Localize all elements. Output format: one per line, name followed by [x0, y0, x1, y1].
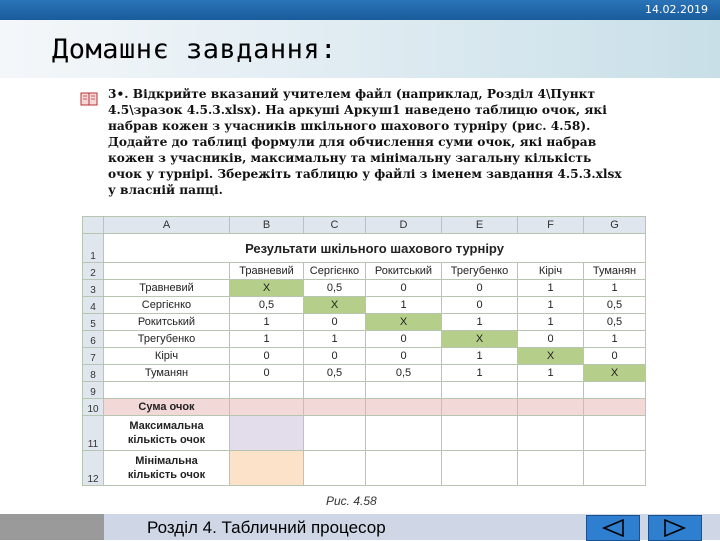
- sheet-row-2: [83, 263, 646, 280]
- max-label-line1: Максимальна: [129, 420, 204, 432]
- row-number: 10: [83, 399, 104, 416]
- player-name-cell: Рокитський: [104, 314, 230, 331]
- sheet-row-5: [83, 314, 646, 331]
- sum-cell: [442, 399, 518, 416]
- score-cell: 1: [518, 365, 584, 382]
- col-letter-b: B: [230, 217, 304, 234]
- score-cell: 1: [442, 314, 518, 331]
- sum-label-cell: Сума очок: [104, 399, 230, 416]
- empty-cell: [442, 451, 518, 486]
- spreadsheet-figure: [82, 216, 646, 486]
- empty-cell: [518, 451, 584, 486]
- empty-cell: [366, 416, 442, 451]
- score-cell: 1: [518, 314, 584, 331]
- figure-caption: Рис. 4.58: [326, 494, 377, 508]
- sheet-row-10: [83, 399, 646, 416]
- footer-left-block: [0, 514, 104, 540]
- score-cell: 0,5: [584, 297, 646, 314]
- triangle-left-icon: [601, 519, 625, 537]
- row-number: 3: [83, 280, 104, 297]
- row-number: 5: [83, 314, 104, 331]
- score-cell: 1: [584, 331, 646, 348]
- score-cell: 0: [366, 331, 442, 348]
- score-cell: X: [366, 314, 442, 331]
- task-number: 3•.: [108, 87, 129, 101]
- score-cell: 0: [584, 348, 646, 365]
- sum-cell: [584, 399, 646, 416]
- sheet-row-9: [83, 382, 646, 399]
- sheet-title: Результати шкільного шахового турніру: [104, 234, 646, 263]
- empty-cell: [366, 451, 442, 486]
- score-cell: 1: [442, 365, 518, 382]
- score-cell: 0,5: [366, 365, 442, 382]
- slide-title: Домашнє завдання:: [52, 34, 337, 65]
- column-header-row: [83, 217, 646, 234]
- row-number: 2: [83, 263, 104, 280]
- row-number: 1: [83, 234, 104, 263]
- empty-cell: [518, 416, 584, 451]
- empty-cell: [584, 416, 646, 451]
- header-cell-empty: [104, 263, 230, 280]
- prev-slide-button[interactable]: [586, 515, 640, 541]
- header-cell: Сергієнко: [304, 263, 366, 280]
- score-cell: X: [442, 331, 518, 348]
- score-cell: 1: [230, 314, 304, 331]
- empty-cell: [584, 451, 646, 486]
- empty-cell: [304, 451, 366, 486]
- score-cell: 0: [366, 280, 442, 297]
- row-number: 11: [83, 416, 104, 451]
- player-name-cell: Туманян: [104, 365, 230, 382]
- empty-cell: [442, 382, 518, 399]
- empty-cell: [104, 382, 230, 399]
- col-letter-f: F: [518, 217, 584, 234]
- score-cell: 0,5: [584, 314, 646, 331]
- sum-cell: [518, 399, 584, 416]
- score-cell: 0: [442, 297, 518, 314]
- score-cell: 0: [442, 280, 518, 297]
- empty-cell: [584, 382, 646, 399]
- slide-date: 14.02.2019: [645, 3, 708, 16]
- min-label-line1: Мінімальна: [135, 455, 198, 467]
- score-cell: 0: [230, 348, 304, 365]
- sheet-row-1: [83, 234, 646, 263]
- header-cell: Кіріч: [518, 263, 584, 280]
- player-name-cell: Сергієнко: [104, 297, 230, 314]
- score-cell: X: [304, 297, 366, 314]
- sum-cell: [366, 399, 442, 416]
- header-cell: Трегубенко: [442, 263, 518, 280]
- row-number: 6: [83, 331, 104, 348]
- player-name-cell: Кіріч: [104, 348, 230, 365]
- top-bar: [0, 0, 720, 20]
- score-cell: 1: [230, 331, 304, 348]
- min-label-line2: кількість очок: [127, 469, 206, 481]
- empty-cell: [366, 382, 442, 399]
- sheet-row-6: [83, 331, 646, 348]
- score-cell: 0: [366, 348, 442, 365]
- footer-section-title: Розділ 4. Табличний процесор: [147, 518, 386, 537]
- book-icon: [80, 90, 98, 106]
- next-slide-button[interactable]: [648, 515, 702, 541]
- score-cell: X: [518, 348, 584, 365]
- task-description: Відкрийте вказаний учителем файл (наприклад, Розділ 4\Пункт 4.5\зразок 4.5.3.xlsx). На аркуші Аркуш1 наведено таблицю очок, які набрав кожен з учасників шкільного шахового турніру (рис. 4.58). Додайте до таблиці формули для обчислення суми очок, які набрав кожен з учасників, максимальну та мінімальну загальну кількість очок у турнірі. Збережіть таблицю у файлі з іменем завдання 4.5.3.xlsx у власній папці.: [108, 87, 622, 197]
- min-value-cell: [230, 451, 304, 486]
- max-label-cell: [104, 416, 230, 451]
- empty-cell: [442, 416, 518, 451]
- empty-cell: [518, 382, 584, 399]
- row-number: 7: [83, 348, 104, 365]
- max-value-cell: [230, 416, 304, 451]
- triangle-right-icon: [663, 519, 687, 537]
- score-cell: X: [230, 280, 304, 297]
- score-cell: 0,5: [304, 280, 366, 297]
- sheet-row-7: [83, 348, 646, 365]
- task-text-block: [108, 86, 628, 198]
- player-name-cell: Травневий: [104, 280, 230, 297]
- sheet-row-12: [83, 451, 646, 486]
- sheet-row-3: [83, 280, 646, 297]
- empty-cell: [304, 382, 366, 399]
- score-cell: X: [584, 365, 646, 382]
- max-label-line2: кількість очок: [127, 434, 206, 446]
- sheet-row-11: [83, 416, 646, 451]
- col-letter-e: E: [442, 217, 518, 234]
- score-cell: 1: [518, 297, 584, 314]
- score-cell: 1: [584, 280, 646, 297]
- col-letter-c: C: [304, 217, 366, 234]
- col-letter-d: D: [366, 217, 442, 234]
- score-cell: 1: [304, 331, 366, 348]
- header-cell: Туманян: [584, 263, 646, 280]
- player-name-cell: Трегубенко: [104, 331, 230, 348]
- score-cell: 0,5: [304, 365, 366, 382]
- header-cell: Рокитський: [366, 263, 442, 280]
- sum-cell: [230, 399, 304, 416]
- min-label-cell: [104, 451, 230, 486]
- score-cell: 0: [230, 365, 304, 382]
- sheet-row-4: [83, 297, 646, 314]
- score-cell: 0: [304, 348, 366, 365]
- row-number: 4: [83, 297, 104, 314]
- score-cell: 0: [518, 331, 584, 348]
- col-letter-a: A: [104, 217, 230, 234]
- score-cell: 1: [442, 348, 518, 365]
- score-cell: 1: [366, 297, 442, 314]
- col-letter-g: G: [584, 217, 646, 234]
- header-cell: Травневий: [230, 263, 304, 280]
- row-number: 9: [83, 382, 104, 399]
- score-cell: 1: [518, 280, 584, 297]
- spreadsheet-grid: [82, 216, 646, 486]
- empty-cell: [230, 382, 304, 399]
- sheet-row-8: [83, 365, 646, 382]
- score-cell: 0: [304, 314, 366, 331]
- corner-cell: [83, 217, 104, 234]
- row-number: 12: [83, 451, 104, 486]
- sum-cell: [304, 399, 366, 416]
- empty-cell: [304, 416, 366, 451]
- row-number: 8: [83, 365, 104, 382]
- score-cell: 0,5: [230, 297, 304, 314]
